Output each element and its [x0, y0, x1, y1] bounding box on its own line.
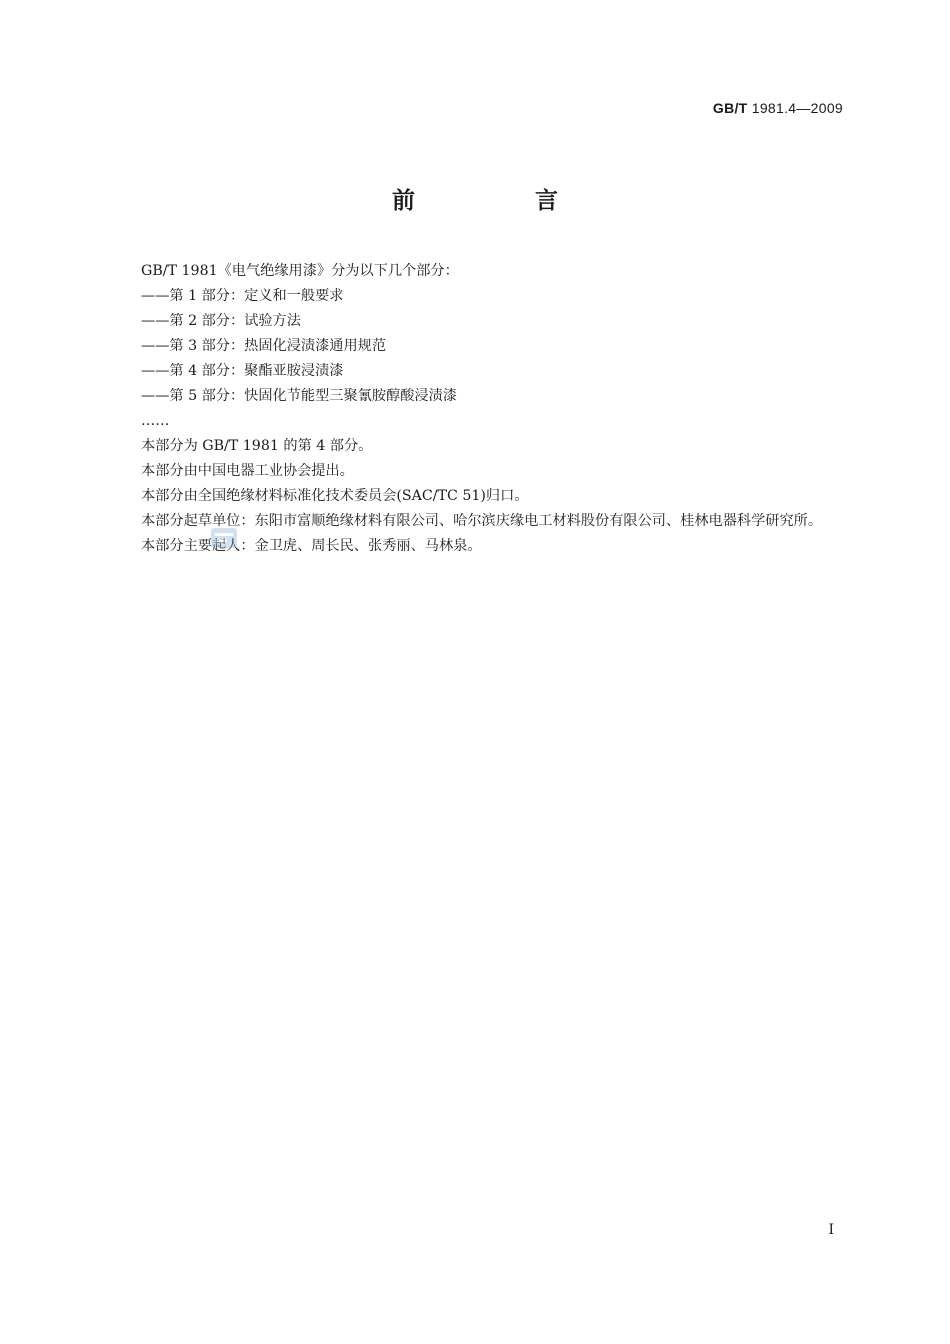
list-item-part-5: ——第 5 部分：快固化节能型三聚氰胺醇酸浸渍漆 [141, 388, 457, 404]
foreword-body [108, 259, 844, 559]
page-title: 前 言 [391, 188, 614, 214]
standard-code-number: 1981.4—2009 [751, 100, 843, 116]
page-number: I [828, 1222, 834, 1238]
standard-code-prefix: GB/T [712, 100, 748, 116]
watermark-logo [211, 528, 237, 548]
list-item-part-4: ——第 4 部分：聚酯亚胺浸渍漆 [141, 363, 344, 379]
list-item-part-3: ——第 3 部分：热固化浸渍漆通用规范 [141, 338, 387, 354]
paragraph-proposer: 本部分由中国电器工业协会提出。 [141, 463, 354, 479]
list-item-part-2: ——第 2 部分：试验方法 [141, 313, 301, 329]
paragraph-drafting-units: 本部分起草单位：东阳市富顺绝缘材料有限公司、哈尔滨庆缘电工材料股份有限公司、桂林电器科学研究所。 [141, 513, 823, 529]
paragraph-committee: 本部分由全国绝缘材料标准化技术委员会(SAC/TC 51)归口。 [141, 488, 529, 504]
paragraph-drafters: 本部分主要起人：金卫虎、周长民、张秀丽、马林泉。 [141, 538, 482, 554]
list-item-part-1: ——第 1 部分：定义和一般要求 [141, 288, 344, 304]
paragraph-intro: GB/T 1981《电气绝缘用漆》分为以下几个部分： [141, 263, 459, 279]
paragraph-part-statement: 本部分为 GB/T 1981 的第 4 部分。 [141, 438, 373, 454]
list-ellipsis: …… [141, 413, 170, 429]
standard-code [713, 100, 843, 116]
